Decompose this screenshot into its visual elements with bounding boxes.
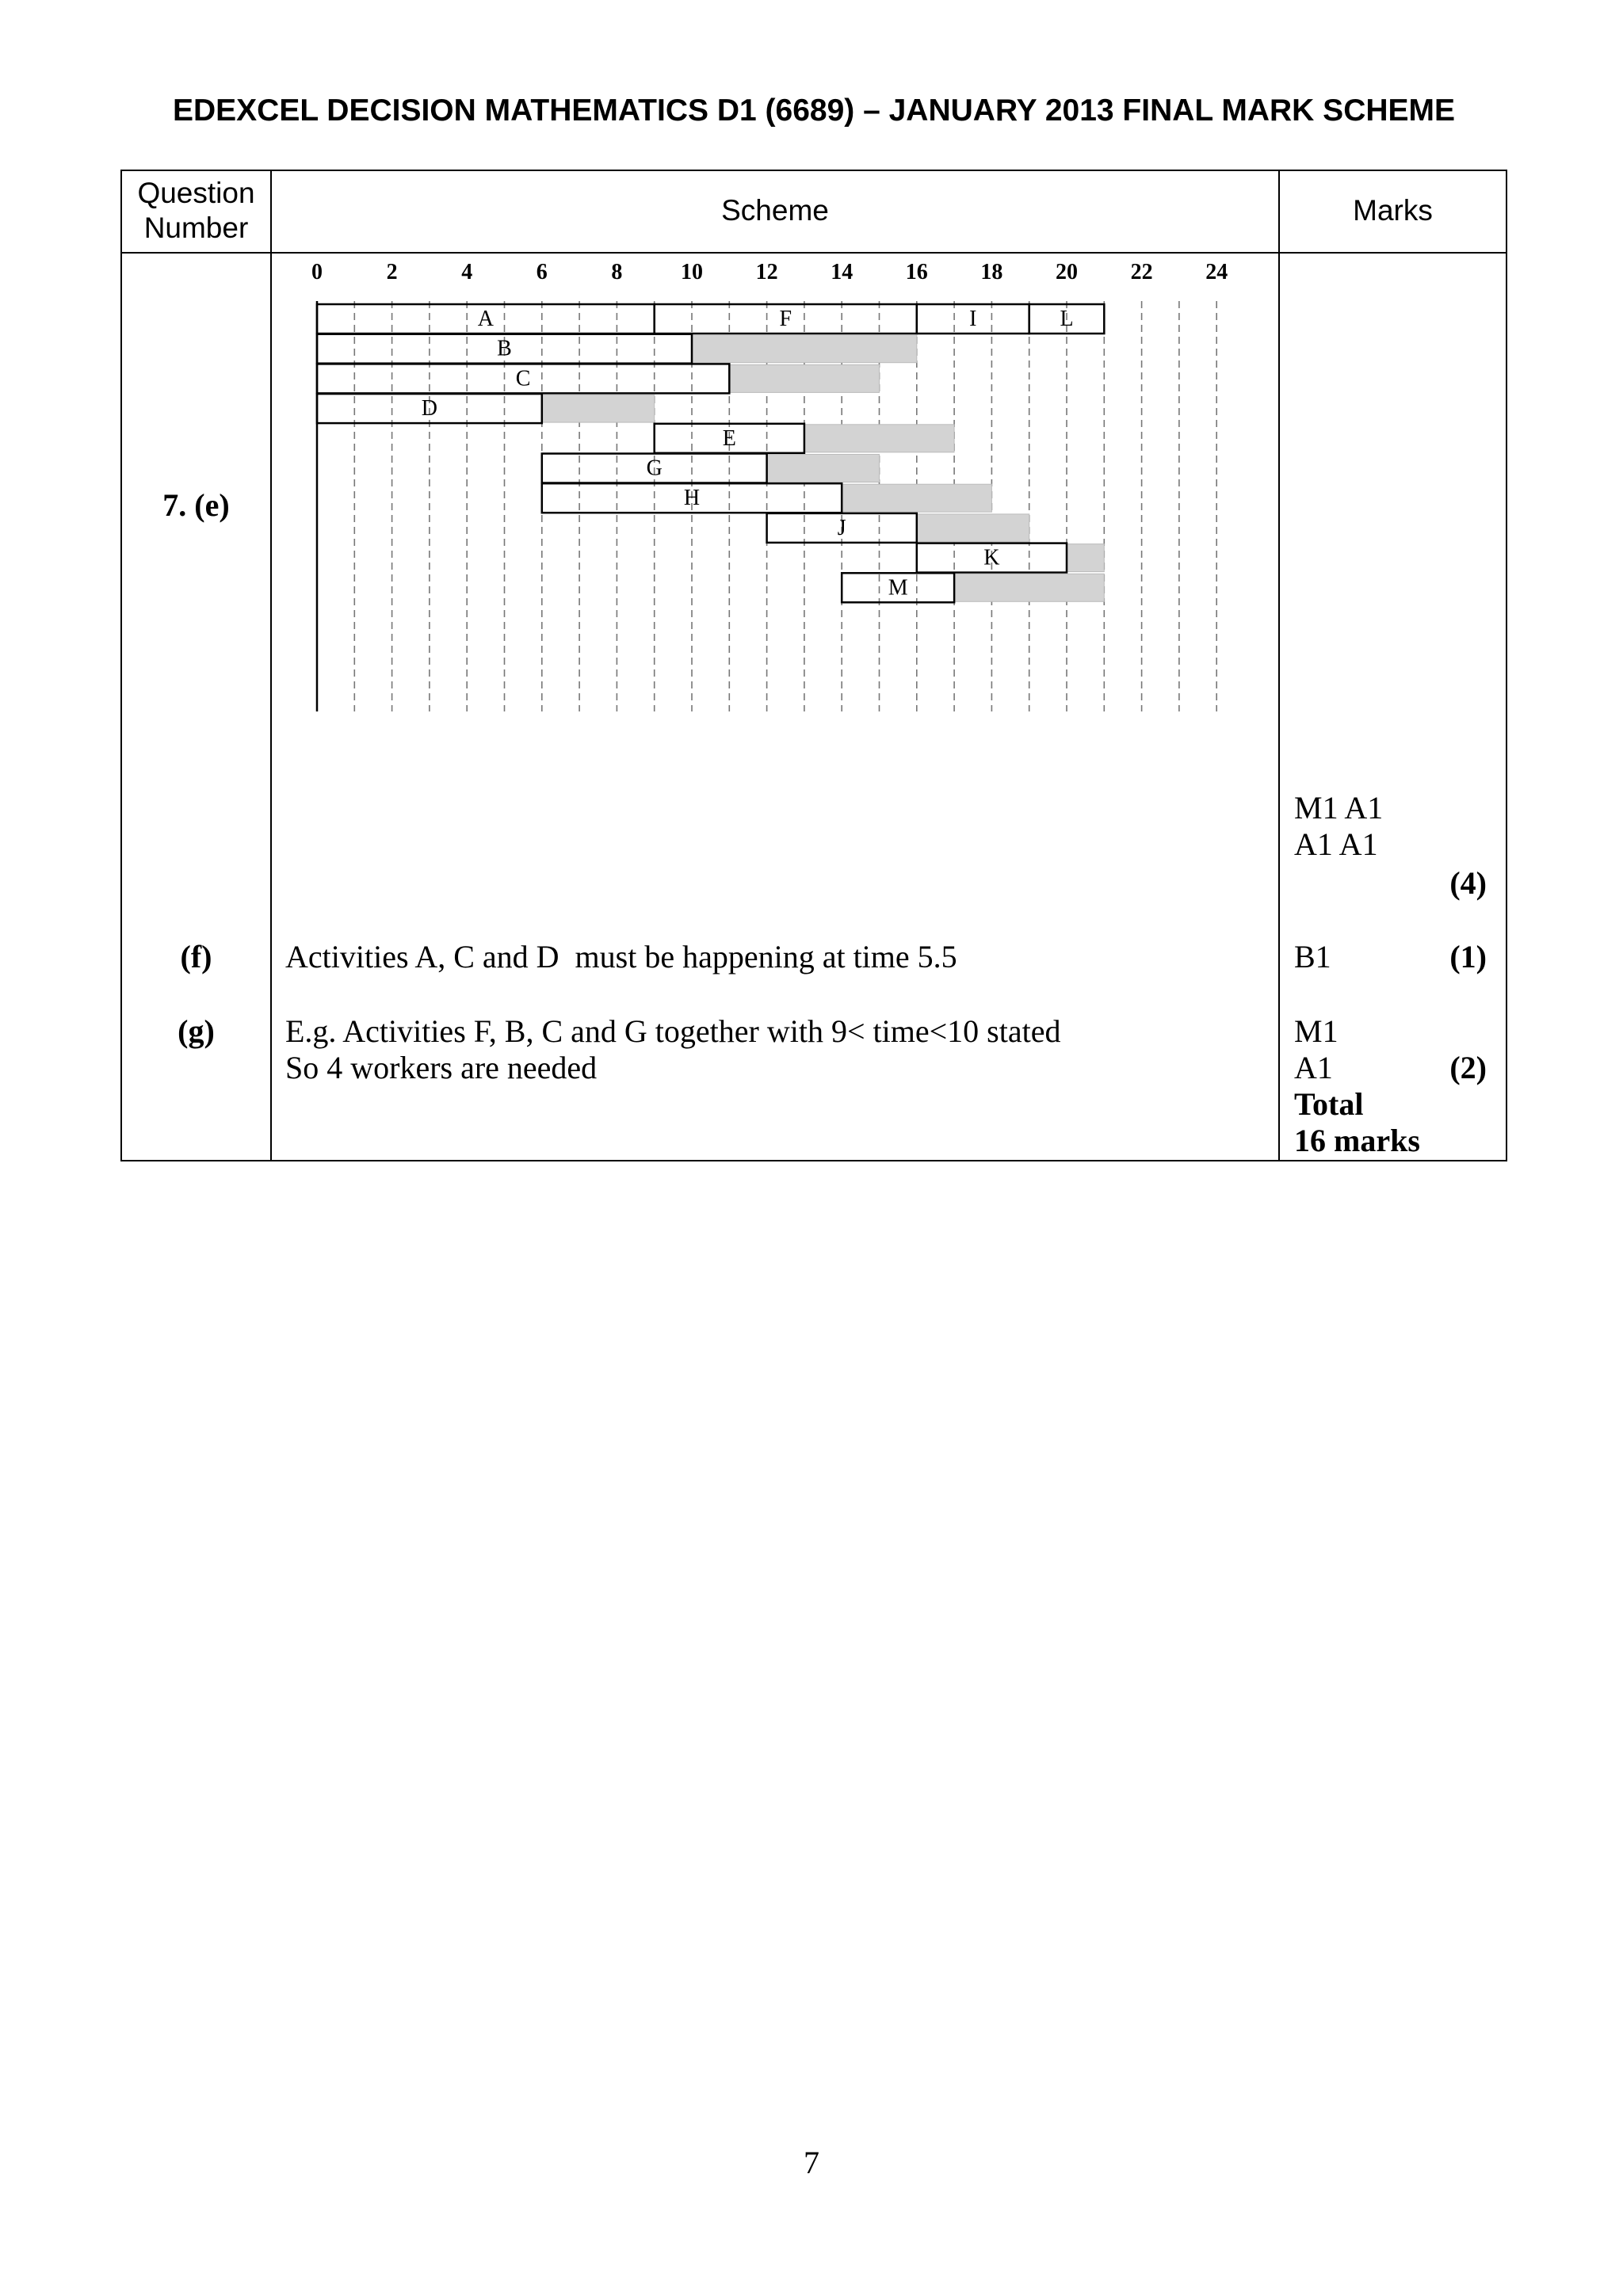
header-question-line1: Question <box>137 177 255 209</box>
float-bar-h <box>842 484 991 512</box>
page-title: EDEXCEL DECISION MATHEMATICS D1 (6689) – JANUARY 2013 FINAL MARK SCHEME <box>172 93 1456 128</box>
tick-label: 2 <box>386 260 398 284</box>
activity-label-k: K <box>983 545 1000 570</box>
tick-label: 18 <box>980 260 1003 284</box>
question-label-f: (f) <box>180 939 212 974</box>
float-bar-b <box>692 335 917 363</box>
float-bar-d <box>542 395 655 422</box>
activity-label-h: H <box>683 486 701 511</box>
header-question-number <box>122 176 270 246</box>
marks-g-line2: A1 <box>1294 1050 1333 1085</box>
column-divider <box>1278 170 1280 1161</box>
grand-total-label: Total <box>1294 1086 1364 1122</box>
activity-label-m: M <box>888 575 908 601</box>
scheme-g-line2: So 4 workers are needed <box>285 1050 598 1085</box>
marks-f-total: (1) <box>1449 939 1487 974</box>
marks-g-line1: M1 <box>1294 1013 1338 1049</box>
tick-label: 6 <box>536 260 548 284</box>
gantt-chart <box>272 254 1278 729</box>
tick-label: 16 <box>905 260 928 284</box>
tick-label: 24 <box>1205 260 1228 284</box>
tick-label: 0 <box>311 260 323 284</box>
grand-total-marks: 16 marks <box>1294 1123 1420 1158</box>
float-bar-c <box>729 364 879 392</box>
scheme-g-line1: E.g. Activities F, B, C and G together with 9< time<10 stated <box>285 1013 1061 1049</box>
float-bar-g <box>767 455 880 482</box>
float-bar-j <box>917 514 1029 542</box>
float-bar-m <box>954 574 1104 601</box>
marks-7e-total: (4) <box>1449 865 1487 901</box>
header-marks: Marks <box>1353 194 1433 227</box>
activity-label-a: A <box>477 307 494 331</box>
activity-label-d: D <box>421 396 438 421</box>
scheme-f-line1: Activities A, C and D must be happening at time 5.5 <box>285 939 957 974</box>
marks-f: B1 <box>1294 939 1331 974</box>
question-label-7e: 7. (e) <box>162 487 230 523</box>
activity-label-i: I <box>969 307 977 331</box>
activity-label-c: C <box>515 366 531 391</box>
question-label-g: (g) <box>178 1013 215 1049</box>
tick-label: 4 <box>461 260 473 284</box>
activity-label-e: E <box>722 425 736 451</box>
page-number: 7 <box>804 2145 819 2180</box>
activity-label-l: L <box>1060 307 1074 331</box>
header-question-line2: Number <box>143 212 249 244</box>
header-scheme: Scheme <box>721 194 829 227</box>
tick-label: 22 <box>1130 260 1153 284</box>
activity-label-b: B <box>497 336 512 361</box>
tick-label: 8 <box>611 260 623 284</box>
activity-label-j: J <box>837 515 846 540</box>
tick-label: 14 <box>831 260 854 284</box>
marks-g-total: (2) <box>1449 1050 1487 1085</box>
activity-label-f: F <box>779 307 792 331</box>
marks-7e-line2: A1 A1 <box>1294 826 1378 862</box>
float-bar-e <box>804 425 954 452</box>
float-bar-k <box>1067 544 1104 572</box>
marks-7e-line1: M1 A1 <box>1294 790 1384 826</box>
tick-label: 12 <box>755 260 778 284</box>
tick-label: 10 <box>681 260 703 284</box>
tick-label: 20 <box>1056 260 1078 284</box>
activity-label-g: G <box>646 456 663 481</box>
